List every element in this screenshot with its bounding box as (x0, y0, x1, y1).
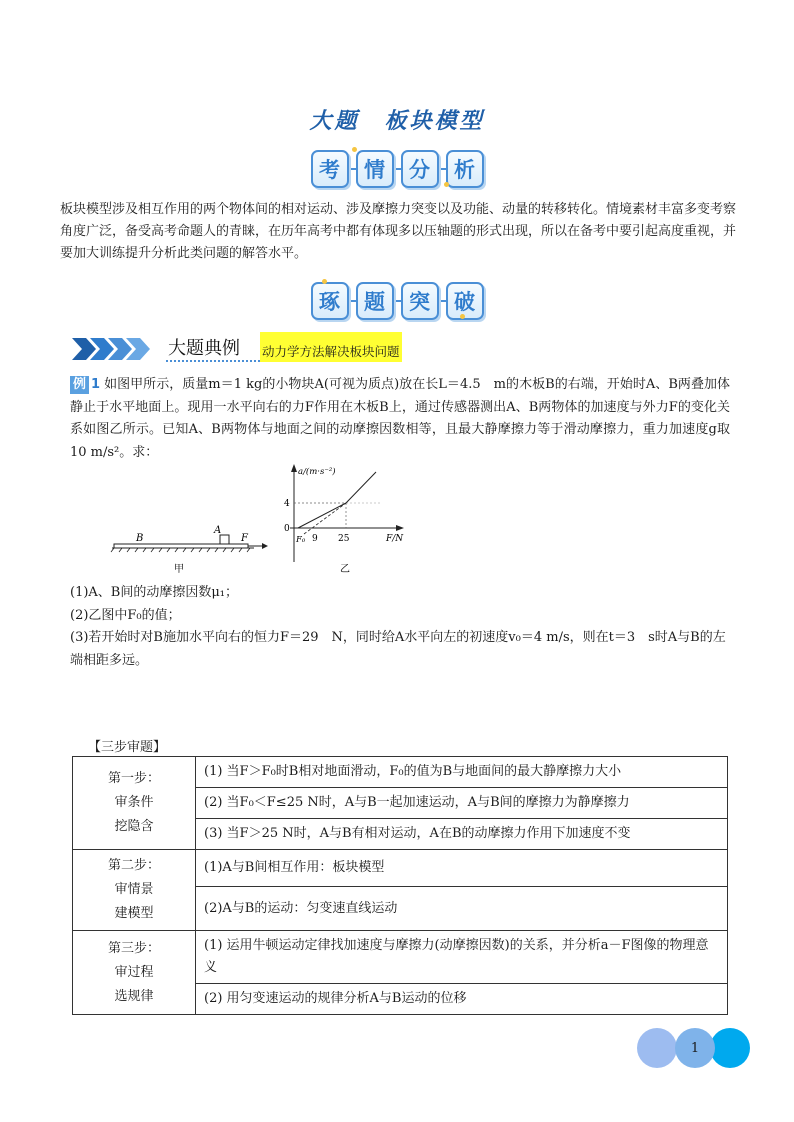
y-axis-label: a/(m·s⁻²) (298, 467, 336, 477)
stage-cell (73, 757, 196, 850)
table-row (73, 757, 728, 788)
page-circle-decor (637, 1028, 677, 1068)
steps-label: 【三步审题】 (88, 740, 167, 755)
tile-char: 破 (446, 282, 484, 320)
page-number-badge (637, 1028, 753, 1068)
tile-char: 考 (311, 150, 349, 188)
figure-right-graph (284, 464, 404, 575)
example-problem (70, 374, 730, 464)
figure-svg (108, 462, 418, 582)
stage-line: 第一步： (107, 771, 160, 786)
tile-char: 情 (356, 150, 394, 188)
step-item: (3) 当F＞25 N时，A与B有相对运动，A在B的动摩擦力作用下加速度不变 (196, 819, 728, 850)
tile-connector (394, 168, 401, 170)
tile-connector (439, 168, 446, 170)
table-row (73, 850, 728, 887)
stage-line: 审条件 (114, 795, 154, 810)
question-item: (2)乙图中F₀的值； (70, 607, 181, 623)
stage-line: 选规律 (114, 988, 154, 1004)
y-tick-label: 4 (284, 499, 290, 509)
tile-char: 琢 (311, 282, 349, 320)
x-tick-F0: F₀ (296, 535, 306, 545)
step-item: (2)A与B的运动：匀变速直线运动 (196, 887, 728, 931)
x-tick-9: 9 (312, 534, 318, 544)
example-number: 1 (91, 377, 101, 392)
page-number: 1 (675, 1028, 715, 1068)
tile-char: 分 (401, 150, 439, 188)
x-tick-25: 25 (338, 534, 350, 544)
sparkle-dot (322, 279, 327, 284)
stage-line: 第三步： (107, 940, 160, 956)
sparkle-dot (444, 182, 449, 187)
section-heading (72, 332, 472, 366)
tile-connector (439, 300, 446, 302)
problem-figure (108, 462, 418, 582)
step-item: (2) 用匀变速运动的规律分析A与B运动的位移 (196, 984, 728, 1015)
question-item: (3)若开始时对B施加水平向右的恒力F＝29 N，同时给A水平向左的初速度v₀＝4 m/s，则在t＝3 s时A与B的左端相距多远。 (70, 630, 726, 668)
tile-char: 析 (446, 150, 484, 188)
stage-cell (73, 850, 196, 931)
label-F: F (241, 533, 248, 544)
page-title: 大题 板块模型 (309, 108, 485, 134)
tile-connector (349, 168, 356, 170)
sparkle-dot (460, 314, 465, 319)
tile-connector (394, 300, 401, 302)
chevron-arrows-icon (72, 338, 164, 360)
stage-line: 建模型 (114, 906, 154, 921)
stage-line: 审情景 (114, 882, 154, 897)
tile-connector (349, 300, 356, 302)
sparkle-dot (352, 147, 357, 152)
example-badge: 例 (70, 376, 89, 394)
figure-left-board (111, 525, 268, 575)
caption-left: 甲 (174, 564, 184, 575)
stage-line: 第二步： (107, 858, 160, 873)
step-item: (1) 当F＞F₀时B相对地面滑动，F₀的值为B与地面间的最大静摩擦力大小 (196, 757, 728, 788)
question-list (70, 582, 730, 672)
header-tiles-breakthrough (0, 282, 794, 320)
section-tag: 动力学方法解决板块问题 (260, 332, 402, 362)
section-title: 大题典例 (168, 338, 240, 359)
origin-label: 0 (284, 524, 290, 534)
example-text: 如图甲所示，质量m＝1 kg的小物块A(可视为质点)放在长L＝4.5 m的木板B的右端，开始时A、B两叠加体静止于水平地面上。现用一水平向右的力F作用在木板B上，通过传感器测出A、B两物体的加速度与外力F的变化关系如图乙所示。已知A、B两物体与地面之间的动摩擦因数相等，且最大静摩擦力等于滑动摩擦力，重力加速度g取10 m/s²。求： (70, 377, 730, 460)
stage-cell (73, 931, 196, 1015)
caption-right: 乙 (340, 564, 350, 575)
x-axis-label: F/N (386, 534, 404, 544)
label-A: A (214, 525, 222, 536)
tile-char: 题 (356, 282, 394, 320)
header-tiles-analysis (0, 150, 794, 188)
stage-line: 审过程 (114, 964, 154, 980)
step-item: (1) 运用牛顿运动定律找加速度与摩擦力(动摩擦因数)的关系，并分析a－F图像的物理意义 (196, 931, 728, 984)
tile-char: 突 (401, 282, 439, 320)
table-row (73, 931, 728, 984)
question-item: (1)A、B间的动摩擦因数μ₁； (70, 585, 239, 600)
page-circle-decor (710, 1028, 750, 1068)
step-item: (2) 当F₀＜F≤25 N时，A与B一起加速运动，A与B间的摩擦力为静摩擦力 (196, 788, 728, 819)
stage-line: 挖隐含 (114, 819, 154, 834)
three-step-table (72, 756, 728, 1015)
step-item: (1)A与B间相互作用：板块模型 (196, 850, 728, 887)
label-B: B (136, 533, 144, 544)
intro-paragraph: 板块模型涉及相互作用的两个物体间的相对运动、涉及摩擦力突变以及功能、动量的转移转化。情境素材丰富多变考察角度广泛，备受高考命题人的青睐，在历年高考中都有体现多以压轴题的形式出现，所以在备考中要引起高度重视，并要加大训练提升分析此类问题的解答水平。 (60, 202, 737, 261)
